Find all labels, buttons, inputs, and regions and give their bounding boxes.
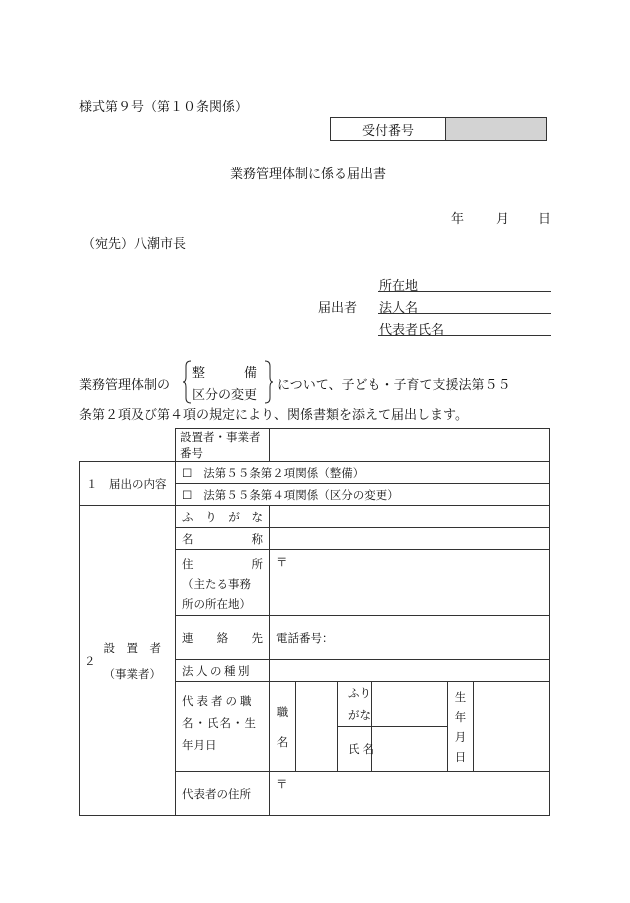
- date-day: 日: [538, 212, 552, 227]
- operator-number-row: [80, 429, 550, 462]
- date-month: 月: [496, 212, 510, 227]
- statement-suffix: について、子ども・子育て支援法第５５: [277, 378, 511, 393]
- statement-prefix: 業務管理体制の: [79, 378, 171, 393]
- name-field[interactable]: [270, 528, 550, 550]
- section2-number: ２: [84, 653, 96, 668]
- receipt-number-field[interactable]: [446, 118, 546, 140]
- form-number: 様式第９号（第１０条関係）: [79, 100, 249, 115]
- document-title: 業務管理体制に係る届出書: [230, 167, 387, 182]
- option-maintenance: 整 備: [192, 366, 258, 381]
- checkbox-icon[interactable]: ☐: [182, 487, 193, 502]
- furigana-row: [80, 506, 550, 528]
- birth-field[interactable]: [474, 682, 550, 772]
- contact-label: 連 絡 先: [176, 616, 270, 660]
- notifier-address-label: 所在地: [379, 279, 419, 294]
- birth-label: 生 年 月 日: [448, 682, 474, 772]
- address-note2: 所の所在地）: [182, 597, 251, 611]
- rep-furigana-label: ふ り が な: [338, 682, 372, 727]
- option-row-55-4[interactable]: [176, 484, 550, 506]
- section1-row1: [80, 462, 550, 484]
- address-label: 住 所 （主たる事務 所の所在地）: [176, 550, 270, 616]
- furigana-field[interactable]: [270, 506, 550, 528]
- section2-label-line2: （事業者）: [103, 666, 161, 681]
- rep-address-field[interactable]: [270, 772, 550, 816]
- notifier-corp-name-label: 法人名: [379, 301, 419, 316]
- receipt-number-box: [330, 117, 547, 141]
- name-label: 名 称: [176, 528, 270, 550]
- title-field[interactable]: [296, 682, 338, 772]
- addressee: （宛先）八潮市長: [82, 237, 187, 252]
- rep-name-label: 氏 名: [338, 727, 372, 772]
- address-note1: （主たる事務: [182, 577, 251, 591]
- notifier-rep-name-label: 代表者氏名: [379, 323, 445, 338]
- section2-label: [80, 506, 176, 816]
- receipt-number-label: 受付番号: [331, 118, 446, 140]
- option-55-4-text: 法第５５条第４項関係（区分の変更）: [203, 487, 399, 502]
- option-55-2-text: 法第５５条第２項関係（整備）: [203, 465, 365, 480]
- section2-label-line1: 設 置 者: [103, 640, 161, 655]
- rep-info-label: 代表者の職 名・氏名・生 年月日: [176, 682, 270, 772]
- notifier-address-line[interactable]: [378, 291, 551, 292]
- contact-field[interactable]: [270, 616, 550, 660]
- corp-type-label: 法人の種別: [176, 660, 270, 682]
- section1-label: １ 届出の内容: [80, 462, 176, 506]
- option-classification-change: 区分の変更: [192, 388, 258, 403]
- rep-postal-mark: 〒: [276, 777, 288, 791]
- operator-number-field[interactable]: [270, 429, 550, 462]
- checkbox-icon[interactable]: ☐: [182, 465, 193, 480]
- notifier-corp-name-line[interactable]: [378, 313, 551, 314]
- option-row-55-2[interactable]: [176, 462, 550, 484]
- rep-address-label: 代表者の住所: [176, 772, 270, 816]
- phone-label: 電話番号：: [276, 630, 334, 645]
- date-year: 年: [451, 212, 465, 227]
- postal-mark: 〒: [276, 555, 288, 569]
- notifier-rep-name-line[interactable]: [378, 335, 551, 336]
- rep-name-field[interactable]: [372, 727, 448, 772]
- furigana-label: ふ り が な: [176, 506, 270, 528]
- title-label: 職 名: [270, 682, 296, 772]
- notifier-label: 届出者: [318, 301, 358, 316]
- notification-table: [79, 428, 550, 816]
- corp-type-field[interactable]: [270, 660, 550, 682]
- rep-furigana-field[interactable]: [372, 682, 448, 727]
- operator-number-label: 設置者・事業者番号: [176, 429, 270, 462]
- statement-line2: 条第２項及び第４項の規定により、関係書類を添えて届出します。: [79, 408, 468, 423]
- address-field[interactable]: [270, 550, 550, 616]
